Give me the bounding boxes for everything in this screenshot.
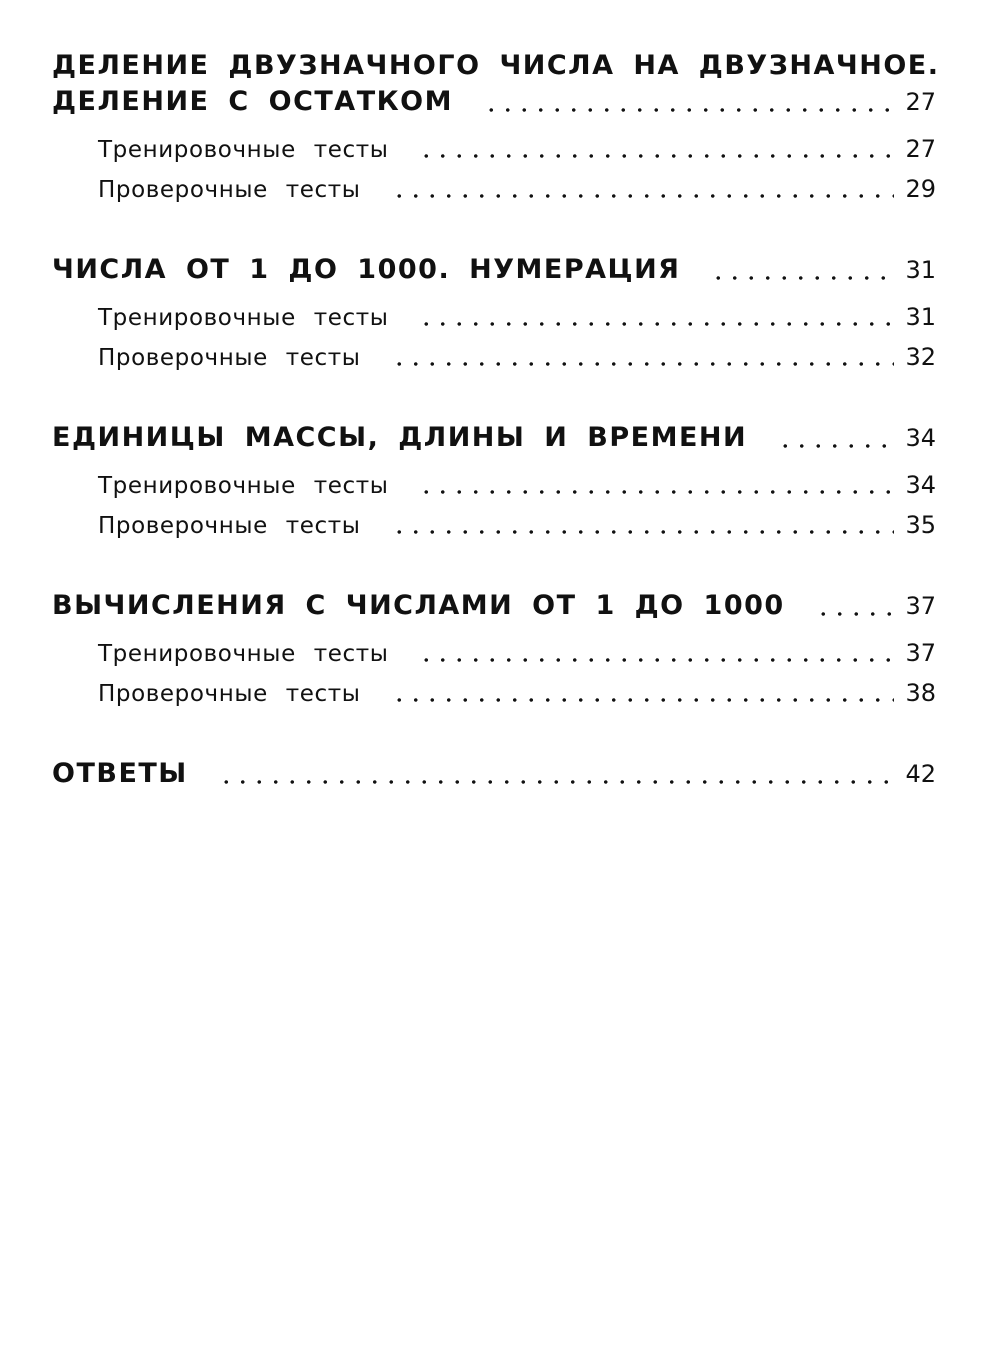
dot-leader xyxy=(391,697,894,703)
page-number: 29 xyxy=(905,175,936,203)
item-label: Тренировочные тесты xyxy=(98,641,389,667)
page-number: 42 xyxy=(905,760,936,788)
table-of-contents xyxy=(52,48,940,834)
dot-leader xyxy=(391,193,894,199)
section-title-line-2: ДЕЛЕНИЕ С ОСТАТКОМ xyxy=(52,86,454,117)
dot-leader xyxy=(418,321,894,327)
page-number: 27 xyxy=(905,88,936,116)
toc-section-numeration xyxy=(52,252,936,378)
item-label: Тренировочные тесты xyxy=(98,305,389,331)
page-number: 31 xyxy=(905,303,936,331)
dot-leader xyxy=(710,275,894,281)
section-title: ВЫЧИСЛЕНИЯ С ЧИСЛАМИ ОТ 1 ДО 1000 xyxy=(52,590,785,621)
page-number: 37 xyxy=(905,639,936,667)
section-title: ЕДИНИЦЫ МАССЫ, ДЛИНЫ И ВРЕМЕНИ xyxy=(52,422,748,453)
toc-heading-row[interactable] xyxy=(52,252,936,288)
dot-leader xyxy=(483,107,894,113)
item-label: Проверочные тесты xyxy=(98,177,361,203)
page-number: 34 xyxy=(905,424,936,452)
dot-leader xyxy=(418,657,894,663)
toc-section-calculations xyxy=(52,588,936,714)
toc-item-training-tests[interactable] xyxy=(52,130,936,170)
section-title-line-1: ДЕЛЕНИЕ ДВУЗНАЧНОГО ЧИСЛА НА ДВУЗНАЧНОЕ. xyxy=(52,50,940,81)
page-number: 38 xyxy=(905,679,936,707)
item-label: Проверочные тесты xyxy=(98,345,361,371)
item-label: Проверочные тесты xyxy=(98,681,361,707)
dot-leader xyxy=(418,489,894,495)
toc-heading-row[interactable] xyxy=(52,420,936,456)
dot-leader xyxy=(218,779,894,785)
toc-heading-row[interactable] xyxy=(52,588,936,624)
toc-item-check-tests[interactable] xyxy=(52,170,936,210)
item-label: Тренировочные тесты xyxy=(98,473,389,499)
dot-leader xyxy=(391,361,894,367)
toc-item-training-tests[interactable] xyxy=(52,298,936,338)
dot-leader xyxy=(391,529,894,535)
item-label: Проверочные тесты xyxy=(98,513,361,539)
toc-item-check-tests[interactable] xyxy=(52,338,936,378)
toc-section-division xyxy=(52,48,940,210)
dot-leader xyxy=(815,611,894,617)
toc-heading-row[interactable] xyxy=(52,84,936,120)
toc-item-training-tests[interactable] xyxy=(52,466,936,506)
page-number: 31 xyxy=(905,256,936,284)
page-number: 37 xyxy=(905,592,936,620)
section-title: ЧИСЛА ОТ 1 ДО 1000. НУМЕРАЦИЯ xyxy=(52,254,681,285)
toc-item-check-tests[interactable] xyxy=(52,674,936,714)
page-number: 32 xyxy=(905,343,936,371)
toc-item-check-tests[interactable] xyxy=(52,506,936,546)
toc-item-training-tests[interactable] xyxy=(52,634,936,674)
section-title: ОТВЕТЫ xyxy=(52,758,188,789)
dot-leader xyxy=(777,443,894,449)
page-number: 35 xyxy=(905,511,936,539)
toc-section-units xyxy=(52,420,936,546)
toc-section-answers xyxy=(52,756,936,792)
page-number: 27 xyxy=(905,135,936,163)
item-label: Тренировочные тесты xyxy=(98,137,389,163)
page-number: 34 xyxy=(905,471,936,499)
toc-heading-row[interactable] xyxy=(52,756,936,792)
dot-leader xyxy=(418,153,894,159)
